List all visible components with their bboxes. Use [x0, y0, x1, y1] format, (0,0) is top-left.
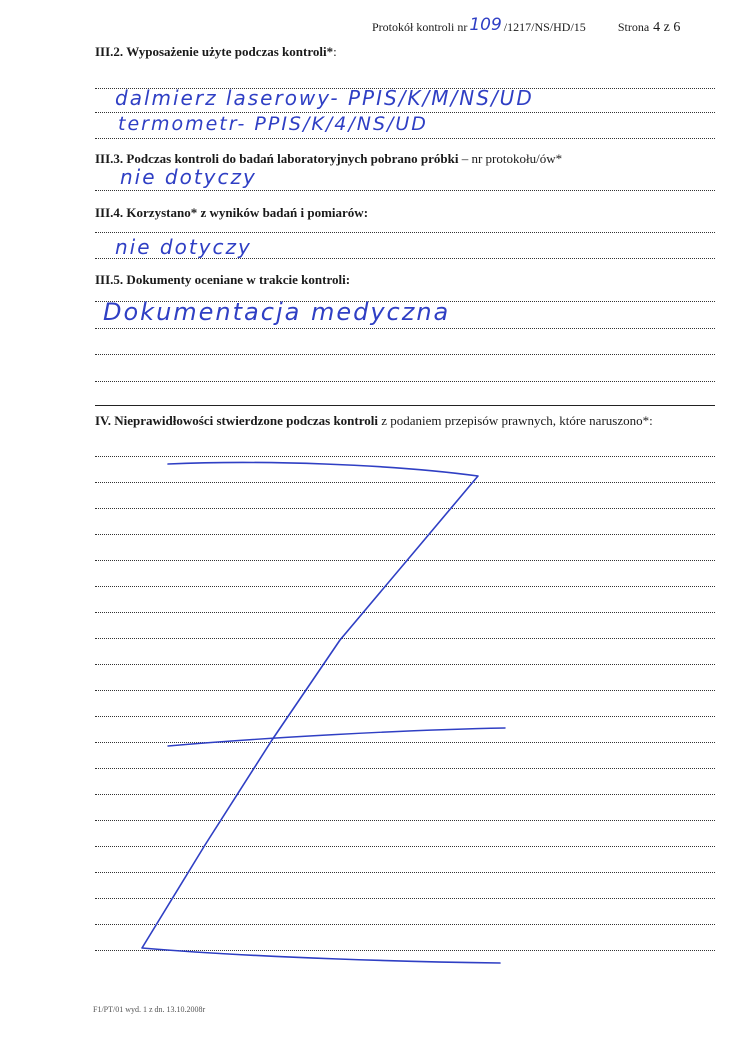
protocol-suffix: /1217/NS/HD/15 — [503, 20, 586, 34]
page-number: 4 z 6 — [653, 20, 681, 35]
handwritten-documents: Dokumentacja medyczna — [103, 298, 451, 326]
handwritten-protocol-number: 109 — [469, 15, 502, 35]
page-label: Strona — [617, 20, 650, 34]
protocol-label: Protokół kontroli nr — [372, 20, 468, 34]
handwritten-measurements: nie dotyczy — [115, 235, 252, 259]
section-iii-2-title: III.2. Wyposażenie użyte podczas kontroli*: — [95, 44, 337, 59]
handwritten-equipment-2: termometr- PPIS/K/4/NS/UD — [118, 113, 428, 135]
section-iii-5-title: III.5. Dokumenty oceniane w trakcie kontroli: — [95, 272, 351, 287]
section-iii-3-title: III.3. Podczas kontroli do badań laboratoryjnych pobrano próbki – nr protokołu/ów* — [95, 151, 563, 166]
handwritten-samples: nie dotyczy — [120, 165, 257, 189]
handwritten-equipment-1: dalmierz laserowy- PPIS/K/M/NS/UD — [115, 86, 534, 110]
section-iv-title: IV. Nieprawidłowości stwierdzone podczas kontroli z podaniem przepisów prawnych, które naruszono*: — [95, 413, 653, 428]
form-footer: F1/PT/01 wyd. 1 z dn. 13.10.2008r — [93, 1005, 206, 1014]
section-iii-4-title: III.4. Korzystano* z wyników badań i pomiarów: — [95, 205, 369, 220]
